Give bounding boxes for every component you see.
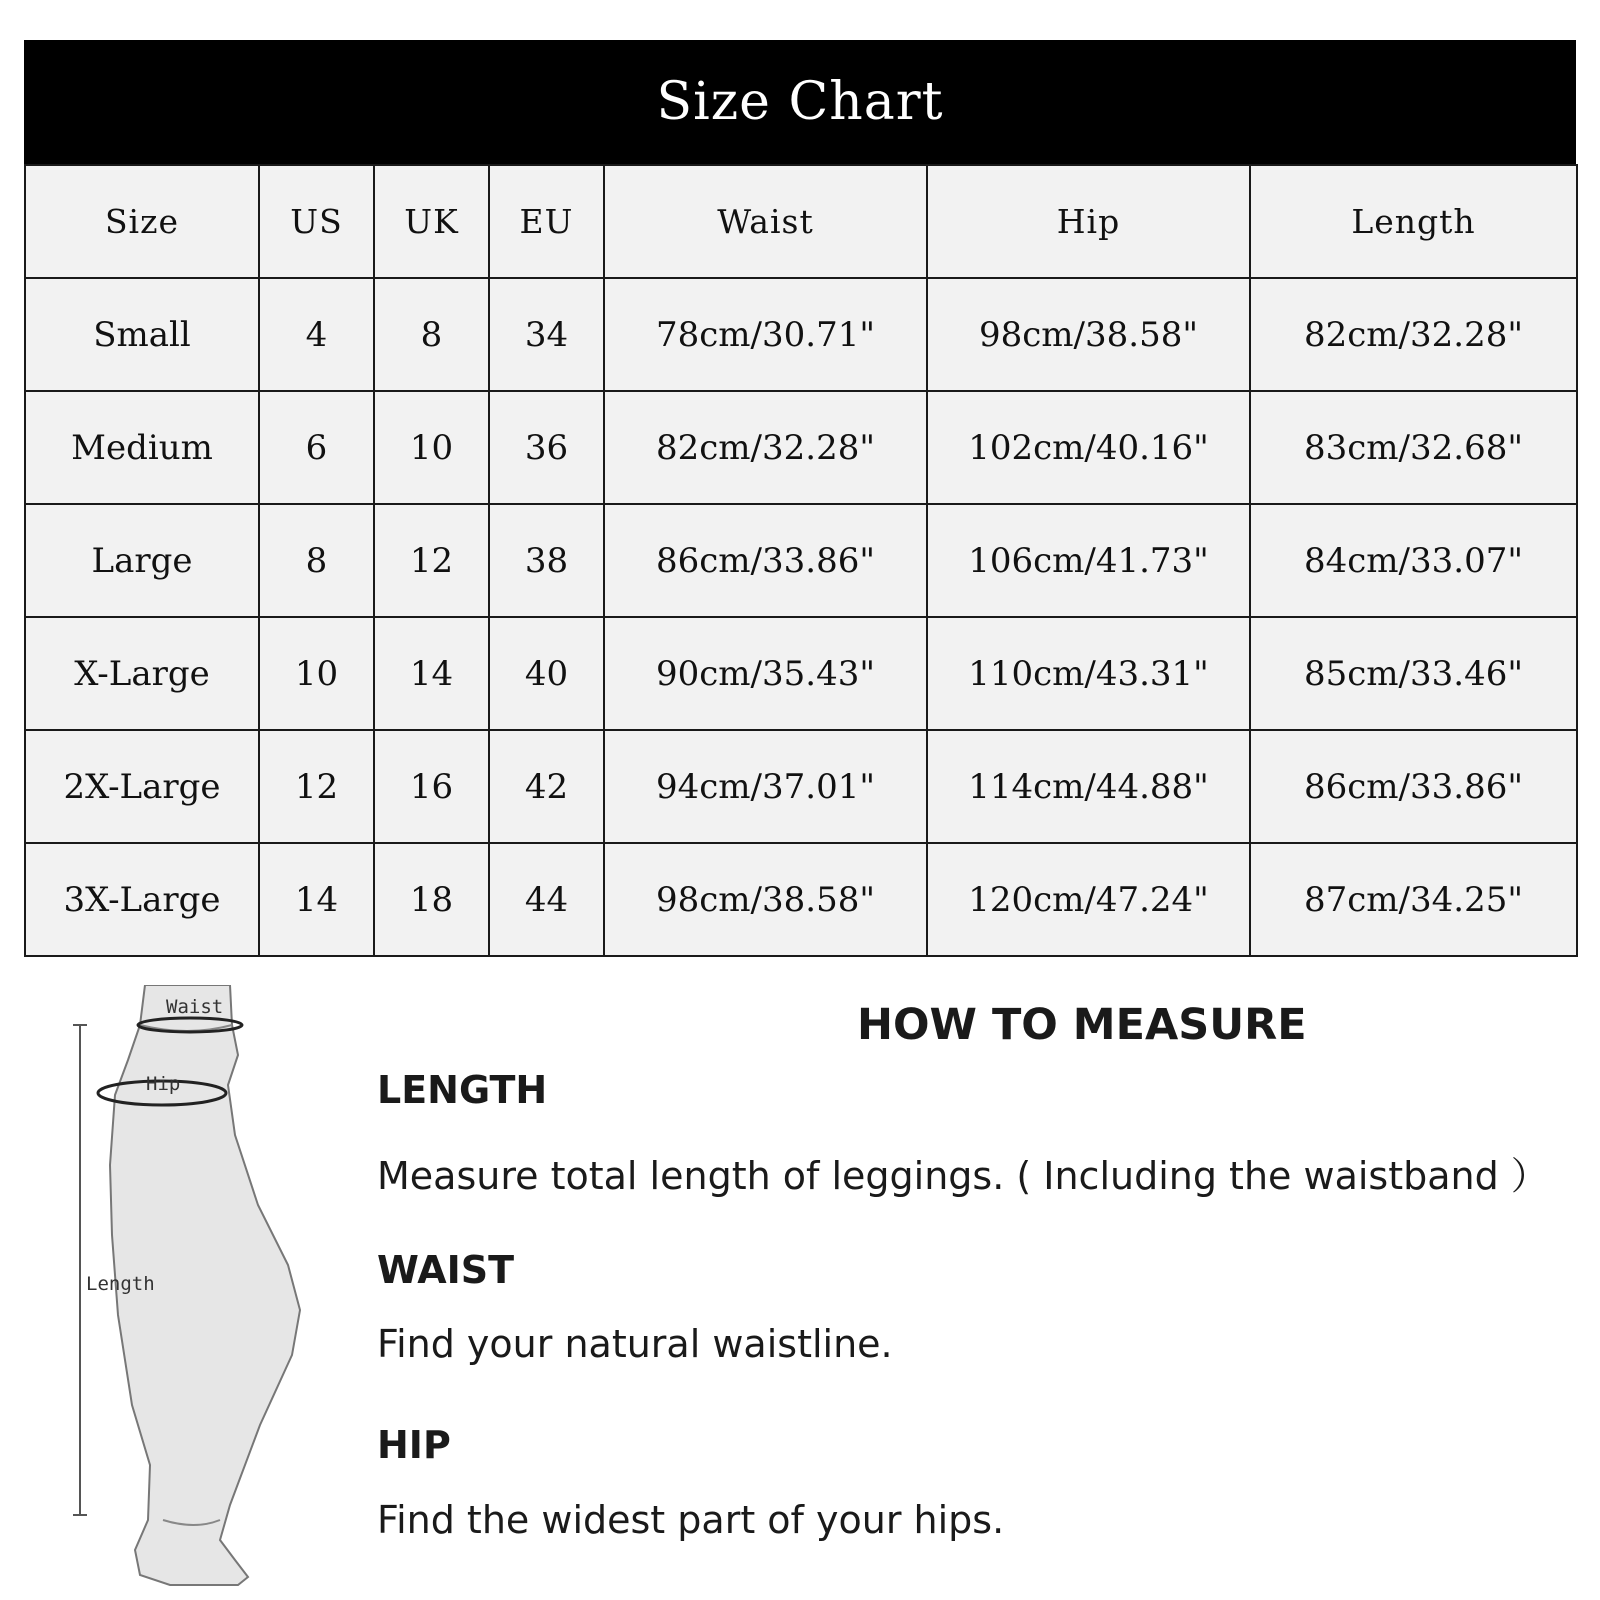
cell-uk: 14	[374, 617, 489, 730]
cell-us: 6	[259, 391, 374, 504]
cell-eu: 42	[489, 730, 604, 843]
cell-hip: 114cm/44.88"	[927, 730, 1250, 843]
cell-eu: 34	[489, 278, 604, 391]
leggings-illustration	[60, 985, 340, 1590]
cell-size: 3X-Large	[25, 843, 259, 956]
cell-us: 8	[259, 504, 374, 617]
table-row	[25, 730, 1577, 843]
cell-us: 12	[259, 730, 374, 843]
header-waist: Waist	[604, 165, 927, 278]
cell-size: Medium	[25, 391, 259, 504]
cell-size: 2X-Large	[25, 730, 259, 843]
hip-label: Hip	[146, 1073, 181, 1095]
table-row	[25, 278, 1577, 391]
cell-length: 83cm/32.68"	[1250, 391, 1577, 504]
cell-length: 85cm/33.46"	[1250, 617, 1577, 730]
cell-hip: 102cm/40.16"	[927, 391, 1250, 504]
hip-text: Find the widest part of your hips.	[377, 1498, 1005, 1542]
table-row	[25, 843, 1577, 956]
cell-uk: 10	[374, 391, 489, 504]
cell-length: 86cm/33.86"	[1250, 730, 1577, 843]
header-eu: EU	[489, 165, 604, 278]
waist-label: Waist	[166, 996, 224, 1018]
cell-eu: 40	[489, 617, 604, 730]
table-row	[25, 504, 1577, 617]
cell-length: 84cm/33.07"	[1250, 504, 1577, 617]
header-us: US	[259, 165, 374, 278]
length-label: Length	[86, 1273, 155, 1295]
cell-hip: 106cm/41.73"	[927, 504, 1250, 617]
length-text: Measure total length of leggings. ( Including the waistband ）	[377, 1154, 1549, 1198]
cell-waist: 90cm/35.43"	[604, 617, 927, 730]
cell-waist: 86cm/33.86"	[604, 504, 927, 617]
cell-uk: 18	[374, 843, 489, 956]
cell-hip: 110cm/43.31"	[927, 617, 1250, 730]
header-length: Length	[1250, 165, 1577, 278]
cell-us: 10	[259, 617, 374, 730]
chart-title: Size Chart	[24, 40, 1576, 164]
cell-waist: 78cm/30.71"	[604, 278, 927, 391]
cell-length: 87cm/34.25"	[1250, 843, 1577, 956]
cell-waist: 98cm/38.58"	[604, 843, 927, 956]
cell-waist: 82cm/32.28"	[604, 391, 927, 504]
leggings-figure	[60, 985, 340, 1590]
hip-heading: HIP	[377, 1423, 451, 1467]
waist-text: Find your natural waistline.	[377, 1322, 893, 1366]
cell-hip: 120cm/47.24"	[927, 843, 1250, 956]
cell-waist: 94cm/37.01"	[604, 730, 927, 843]
cell-uk: 16	[374, 730, 489, 843]
cell-us: 4	[259, 278, 374, 391]
size-table	[24, 164, 1578, 957]
table-header-row	[25, 165, 1577, 278]
cell-size: Small	[25, 278, 259, 391]
length-heading: LENGTH	[377, 1068, 548, 1112]
table-row	[25, 391, 1577, 504]
cell-us: 14	[259, 843, 374, 956]
size-chart	[24, 40, 1576, 957]
cell-eu: 36	[489, 391, 604, 504]
waist-heading: WAIST	[377, 1248, 515, 1292]
cell-length: 82cm/32.28"	[1250, 278, 1577, 391]
header-uk: UK	[374, 165, 489, 278]
cell-size: X-Large	[25, 617, 259, 730]
cell-uk: 12	[374, 504, 489, 617]
cell-eu: 38	[489, 504, 604, 617]
header-size: Size	[25, 165, 259, 278]
cell-eu: 44	[489, 843, 604, 956]
cell-size: Large	[25, 504, 259, 617]
cell-hip: 98cm/38.58"	[927, 278, 1250, 391]
table-row	[25, 617, 1577, 730]
cell-uk: 8	[374, 278, 489, 391]
measure-title: HOW TO MEASURE	[857, 1000, 1307, 1050]
header-hip: Hip	[927, 165, 1250, 278]
